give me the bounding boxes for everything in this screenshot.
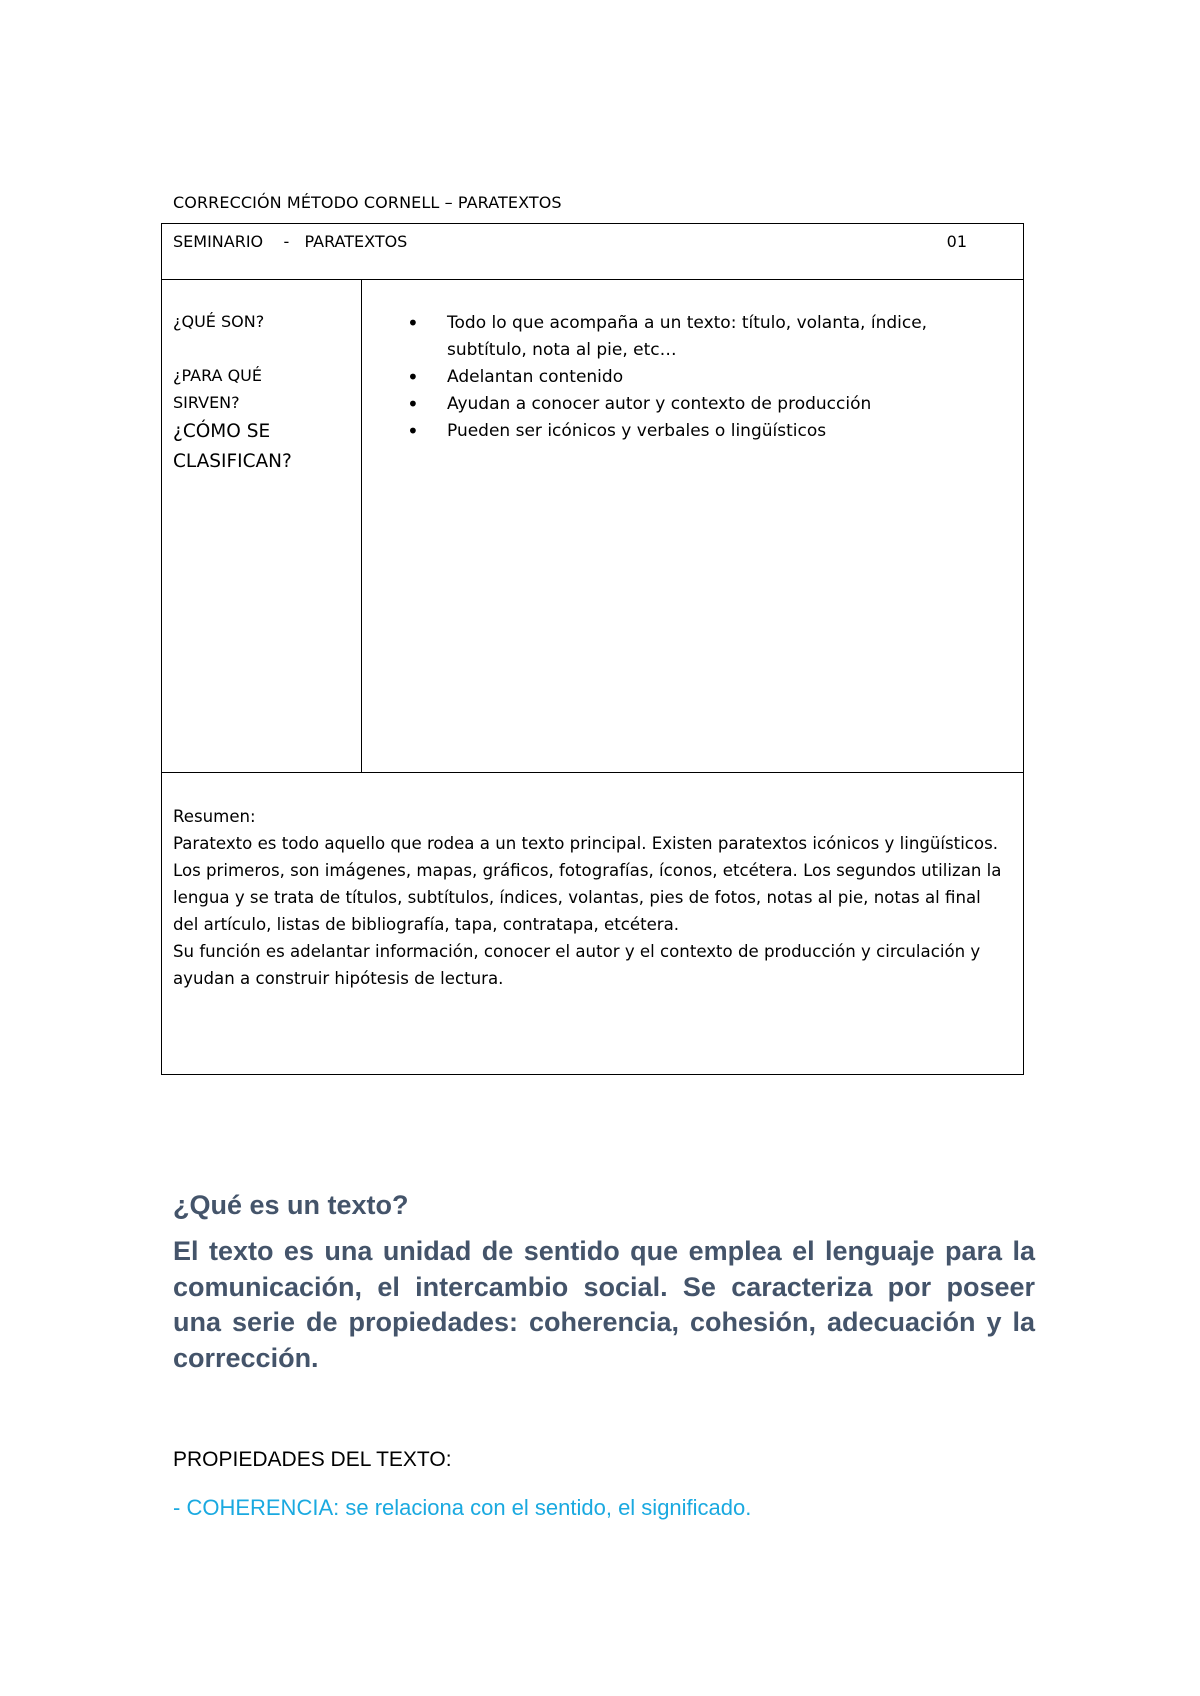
summary-text: [173, 803, 1003, 992]
notes-list: [407, 310, 987, 445]
note-item: • Ayudan a conocer autor y contexto de producción: [407, 391, 987, 418]
summary-row: [162, 773, 1023, 1073]
cue-what-are: ¿QUÉ SON?: [173, 312, 265, 331]
section-question: ¿Qué es un texto?: [173, 1190, 409, 1220]
summary-label: Resumen:: [173, 807, 256, 826]
seminar-row: [162, 224, 1023, 280]
summary-function: Su función es adelantar información, conocer el autor y el contexto de producción y circulación y ayudan a construir hipótesis de lectura.: [173, 942, 981, 988]
cues-column: [162, 280, 362, 772]
summary-body: Paratexto es todo aquello que rodea a un texto principal. Existen paratextos icónicos y lingüísticos. Los primeros, son imágenes, mapas, gráficos, fotografías, íconos, etcétera. Los segundos utilizan la lengua y se trata de títulos, subtítulos, índices, volantas, pies de fotos, notas al pie, notas al final del artículo, listas de bibliografía, tapa, contratapa, etcétera.: [173, 834, 1002, 934]
note-item: • Adelantan contenido: [407, 364, 987, 391]
cue-what-for: ¿PARA QUÉ SIRVEN?: [173, 366, 262, 412]
note-item: • Todo lo que acompaña a un texto: título, volanta, índice, subtítulo, nota al pie, etc…: [407, 310, 987, 364]
coherence-item: - COHERENCIA: se relaciona con el sentido, el significado.: [173, 1495, 752, 1520]
properties-title: PROPIEDADES DEL TEXTO:: [173, 1448, 452, 1471]
section-definition: El texto es una unidad de sentido que emplea el lenguaje para la comunicación, el intercambio social. Se caracteriza por poseer una serie de propiedades: coherencia, cohesión, adecuación y la corrección.: [173, 1236, 1035, 1373]
cornell-notes-table: [161, 223, 1024, 1075]
cue-how-classified: ¿CÓMO SE CLASIFICAN?: [173, 421, 292, 472]
seminar-number: 01: [946, 232, 967, 251]
seminar-label: SEMINARIO - PARATEXTOS: [173, 232, 408, 251]
note-item: • Pueden ser icónicos y verbales o lingüísticos: [407, 418, 987, 445]
document-header: CORRECCIÓN MÉTODO CORNELL – PARATEXTOS: [173, 193, 562, 212]
cues-notes-row: [162, 280, 1023, 773]
